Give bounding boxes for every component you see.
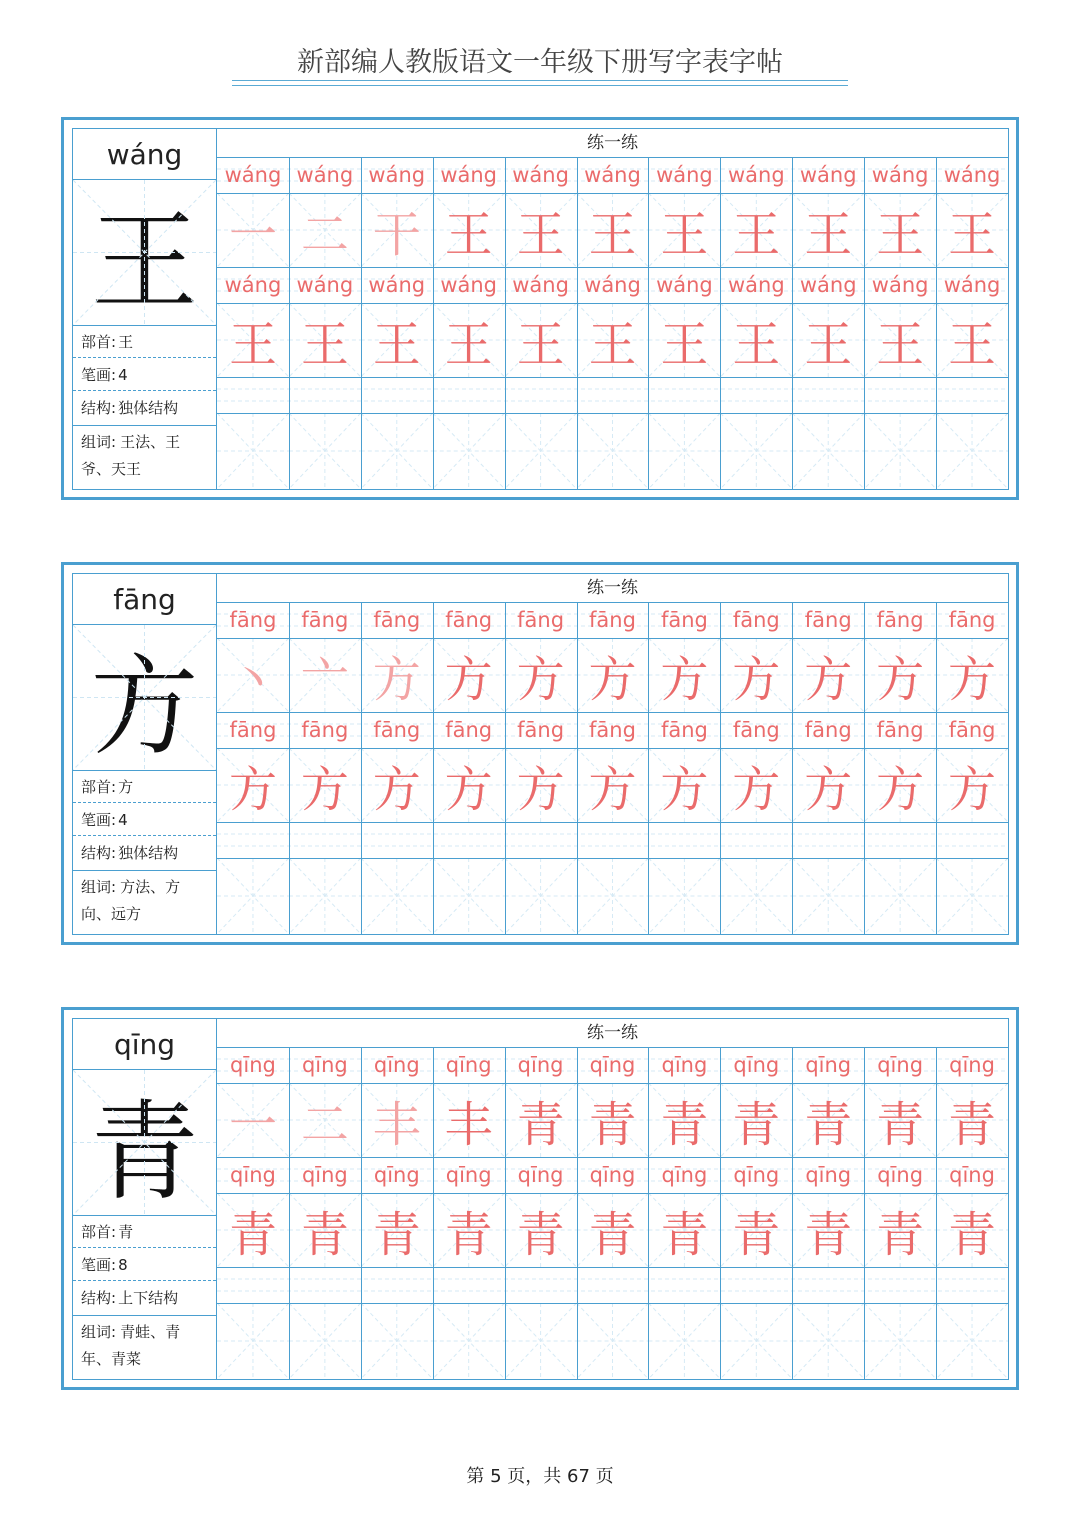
- stroke-order-cell[interactable]: 青: [588, 1096, 637, 1153]
- pinyin-cell: fāng: [804, 718, 852, 742]
- pinyin-cell: wáng: [656, 273, 713, 297]
- blank-writing-cell[interactable]: [720, 1303, 792, 1379]
- trace-cell[interactable]: 方: [588, 761, 637, 818]
- trace-cell[interactable]: 青: [444, 1206, 493, 1263]
- pinyin-cell: fāng: [301, 718, 349, 742]
- radical-row-label: 部首:: [81, 778, 117, 796]
- page-footer: 第 5 页，共 67 页: [466, 1466, 614, 1487]
- stroke-order-cell[interactable]: 亠: [300, 651, 349, 708]
- trace-cell[interactable]: 王: [228, 316, 277, 373]
- model-character: 青: [73, 1070, 216, 1216]
- blank-pinyin-cell[interactable]: [505, 822, 577, 858]
- blank-writing-cell[interactable]: [936, 1303, 1008, 1379]
- structure-row-label: 结构:: [81, 1289, 117, 1307]
- pinyin-cell: wáng: [943, 163, 1001, 187]
- pinyin-cell: qīng: [661, 1163, 708, 1187]
- trace-cell[interactable]: 青: [516, 1206, 565, 1263]
- pinyin-cell: wáng: [656, 163, 713, 187]
- stroke-count-row: [73, 359, 216, 391]
- pinyin-cell: fāng: [876, 718, 924, 742]
- structure-row-label: 结构:: [81, 844, 117, 862]
- structure-row: [73, 1282, 216, 1314]
- block-inner: [72, 573, 1009, 935]
- blank-writing-cell[interactable]: [648, 413, 720, 489]
- blank-writing-cell[interactable]: [433, 858, 505, 934]
- radical-row: [73, 326, 216, 358]
- blank-writing-cell[interactable]: [864, 413, 936, 489]
- blank-pinyin-cell[interactable]: [217, 377, 289, 413]
- pinyin-cell: wáng: [224, 273, 282, 297]
- model-guide-lines: [73, 180, 216, 325]
- pinyin-cell: qīng: [589, 1053, 636, 1077]
- stroke-order-cell[interactable]: 丰: [444, 1096, 493, 1153]
- stroke-order-cell[interactable]: 方: [372, 651, 421, 708]
- stroke-order-cell[interactable]: 方: [948, 651, 997, 708]
- trace-cell[interactable]: 王: [804, 316, 853, 373]
- pinyin-cell: fāng: [373, 608, 421, 632]
- pinyin-cell: qīng: [373, 1163, 420, 1187]
- blank-writing-cell[interactable]: [361, 413, 433, 489]
- trace-cell[interactable]: 青: [228, 1206, 277, 1263]
- trace-cell[interactable]: 方: [660, 761, 709, 818]
- pinyin-cell: qīng: [949, 1163, 995, 1187]
- model-character: 王: [73, 180, 216, 326]
- stroke-order-cell[interactable]: 二: [300, 206, 349, 263]
- stroke-order-cell[interactable]: 丰: [372, 1096, 421, 1153]
- character-info-panel: [73, 129, 217, 489]
- blank-pinyin-cell[interactable]: [433, 822, 505, 858]
- pinyin-cell: fāng: [589, 608, 636, 632]
- stroke-order-cell[interactable]: 二: [300, 1096, 349, 1153]
- stroke-order-cell[interactable]: 青: [804, 1096, 853, 1153]
- pinyin-cell: qīng: [301, 1163, 348, 1187]
- trace-cell[interactable]: 青: [660, 1206, 709, 1263]
- words-row: [73, 874, 216, 928]
- stroke-order-cell[interactable]: 王: [804, 206, 853, 263]
- blank-writing-cell[interactable]: [505, 1303, 577, 1379]
- blank-pinyin-cell[interactable]: [505, 1267, 577, 1303]
- structure-divider: [73, 870, 216, 871]
- blank-pinyin-cell[interactable]: [864, 1267, 936, 1303]
- pinyin-cell: fāng: [589, 718, 636, 742]
- stroke-order-cell[interactable]: 方: [732, 651, 781, 708]
- words-line-2: 年、青菜: [81, 1350, 142, 1368]
- pinyin-cell: qīng: [733, 1053, 780, 1077]
- stroke-order-cell[interactable]: 方: [660, 651, 709, 708]
- trace-cell[interactable]: 青: [804, 1206, 853, 1263]
- pinyin-cell: wáng: [727, 163, 785, 187]
- pinyin-cell: wáng: [943, 273, 1001, 297]
- blank-pinyin-cell[interactable]: [289, 1267, 361, 1303]
- pinyin-cell: qīng: [661, 1053, 708, 1077]
- blank-pinyin-cell[interactable]: [936, 377, 1008, 413]
- model-character: 方: [73, 625, 216, 771]
- stroke-count-row-value: 4: [118, 811, 128, 829]
- stroke-order-cell[interactable]: 方: [444, 651, 493, 708]
- words-row: [73, 1319, 216, 1373]
- blank-writing-cell[interactable]: [505, 413, 577, 489]
- pinyin-cell: wáng: [584, 163, 641, 187]
- stroke-count-row-label: 笔画:: [81, 1256, 117, 1274]
- words-label: 组词:: [81, 433, 117, 451]
- trace-cell[interactable]: 王: [948, 316, 997, 373]
- blank-writing-cell[interactable]: [505, 858, 577, 934]
- stroke-order-cell[interactable]: 青: [660, 1096, 709, 1153]
- pinyin-cell: qīng: [230, 1053, 276, 1077]
- trace-cell[interactable]: 方: [948, 761, 997, 818]
- blank-pinyin-cell[interactable]: [792, 822, 864, 858]
- stroke-order-cell[interactable]: 丶: [228, 651, 277, 708]
- pinyin-cell: fāng: [445, 608, 493, 632]
- blank-writing-cell[interactable]: [433, 1303, 505, 1379]
- title-underline: [232, 80, 848, 86]
- blank-writing-cell[interactable]: [361, 858, 433, 934]
- trace-cell[interactable]: 青: [588, 1206, 637, 1263]
- blank-writing-cell[interactable]: [217, 1303, 289, 1379]
- stroke-order-cell[interactable]: 王: [732, 206, 781, 263]
- practice-header: 练一练: [217, 129, 1008, 158]
- character-block: [61, 562, 1019, 945]
- practice-grid: [217, 129, 1008, 489]
- blank-writing-cell[interactable]: [577, 1303, 649, 1379]
- stroke-order-cell[interactable]: 方: [516, 651, 565, 708]
- words-row: [73, 429, 216, 483]
- pinyin-cell: qīng: [949, 1053, 995, 1077]
- pinyin-cell: qīng: [445, 1053, 492, 1077]
- structure-divider: [73, 425, 216, 426]
- trace-cell[interactable]: 方: [300, 761, 349, 818]
- blank-writing-cell[interactable]: [217, 858, 289, 934]
- model-guide-lines: [73, 625, 216, 770]
- pinyin-cell: wáng: [871, 273, 929, 297]
- pinyin-cell: fāng: [660, 718, 708, 742]
- pinyin-cell: qīng: [445, 1163, 492, 1187]
- blank-pinyin-cell[interactable]: [217, 822, 289, 858]
- blank-writing-cell[interactable]: [864, 858, 936, 934]
- radical-row: [73, 1216, 216, 1248]
- stroke-order-cell[interactable]: 王: [516, 206, 565, 263]
- stroke-count-row-label: 笔画:: [81, 366, 117, 384]
- pinyin-cell: qīng: [517, 1053, 564, 1077]
- trace-cell[interactable]: 王: [876, 316, 925, 373]
- pinyin-cell: fāng: [517, 608, 565, 632]
- blank-writing-cell[interactable]: [792, 1303, 864, 1379]
- stroke-order-cell[interactable]: 王: [948, 206, 997, 263]
- trace-cell[interactable]: 方: [804, 761, 853, 818]
- blank-pinyin-cell[interactable]: [648, 1267, 720, 1303]
- blank-writing-cell[interactable]: [936, 858, 1008, 934]
- blank-pinyin-cell[interactable]: [648, 822, 720, 858]
- blank-pinyin-cell[interactable]: [289, 822, 361, 858]
- pinyin-cell: fāng: [804, 608, 852, 632]
- structure-row-value: 独体结构: [118, 844, 179, 862]
- stroke-count-row-value: 4: [118, 366, 128, 384]
- page-title: 新部编人教版语文一年级下册写字表字帖: [297, 47, 783, 78]
- trace-cell[interactable]: 王: [588, 316, 637, 373]
- trace-cell[interactable]: 青: [876, 1206, 925, 1263]
- blank-writing-cell[interactable]: [289, 858, 361, 934]
- pinyin-cell: wáng: [368, 273, 426, 297]
- words-line-2: 向、远方: [81, 905, 142, 923]
- blank-pinyin-cell[interactable]: [720, 822, 792, 858]
- trace-cell[interactable]: 方: [228, 761, 277, 818]
- blank-writing-cell[interactable]: [648, 1303, 720, 1379]
- stroke-order-cell[interactable]: 一: [228, 206, 277, 263]
- structure-row-value: 独体结构: [118, 399, 179, 417]
- pinyin-cell: qīng: [589, 1163, 636, 1187]
- pinyin-cell: qīng: [733, 1163, 780, 1187]
- pinyin-cell: fāng: [660, 608, 708, 632]
- structure-row-label: 结构:: [81, 399, 117, 417]
- blank-writing-cell[interactable]: [577, 858, 649, 934]
- trace-cell[interactable]: 王: [444, 316, 493, 373]
- character-pinyin: fāng: [73, 574, 216, 625]
- trace-cell[interactable]: 方: [444, 761, 493, 818]
- character-info-panel: [73, 574, 217, 934]
- pinyin-cell: wáng: [296, 163, 354, 187]
- pinyin-cell: fāng: [732, 718, 780, 742]
- pinyin-cell: fāng: [732, 608, 780, 632]
- blank-pinyin-cell[interactable]: [720, 1267, 792, 1303]
- character-pinyin: qīng: [73, 1019, 216, 1070]
- pinyin-cell: qīng: [373, 1053, 420, 1077]
- block-inner: [72, 128, 1009, 490]
- practice-header: 练一练: [217, 1019, 1008, 1048]
- stroke-count-row-label: 笔画:: [81, 811, 117, 829]
- character-pinyin: wáng: [73, 129, 216, 180]
- trace-cell[interactable]: 王: [516, 316, 565, 373]
- pinyin-cell: wáng: [368, 163, 426, 187]
- stroke-order-cell[interactable]: 干: [372, 206, 421, 263]
- blank-writing-cell[interactable]: [792, 858, 864, 934]
- pinyin-cell: wáng: [440, 273, 498, 297]
- trace-cell[interactable]: 方: [516, 761, 565, 818]
- pinyin-cell: wáng: [512, 163, 569, 187]
- blank-pinyin-cell[interactable]: [936, 1267, 1008, 1303]
- pinyin-cell: qīng: [877, 1163, 924, 1187]
- stroke-order-cell[interactable]: 青: [876, 1096, 925, 1153]
- pinyin-cell: qīng: [517, 1163, 564, 1187]
- pinyin-cell: wáng: [727, 273, 785, 297]
- practice-grid: [217, 1019, 1008, 1379]
- practice-header: 练一练: [217, 574, 1008, 603]
- stroke-order-cell[interactable]: 方: [588, 651, 637, 708]
- words-label: 组词:: [81, 878, 117, 896]
- radical-row: [73, 771, 216, 803]
- pinyin-cell: wáng: [799, 273, 857, 297]
- blank-pinyin-cell[interactable]: [217, 1267, 289, 1303]
- blank-pinyin-cell[interactable]: [792, 1267, 864, 1303]
- radical-row-value: 青: [118, 1223, 134, 1241]
- character-block: [61, 117, 1019, 500]
- words-label: 组词:: [81, 1323, 117, 1341]
- trace-cell[interactable]: 方: [876, 761, 925, 818]
- trace-cell[interactable]: 王: [300, 316, 349, 373]
- blank-pinyin-cell[interactable]: [577, 1267, 649, 1303]
- pinyin-cell: fāng: [876, 608, 924, 632]
- character-block: [61, 1007, 1019, 1390]
- pinyin-cell: fāng: [517, 718, 565, 742]
- words-line-1: 方法、方: [120, 878, 181, 896]
- pinyin-cell: fāng: [445, 718, 493, 742]
- pinyin-cell: qīng: [877, 1053, 924, 1077]
- stroke-order-cell[interactable]: 方: [804, 651, 853, 708]
- words-line-1: 青蛙、青: [120, 1323, 181, 1341]
- stroke-order-cell[interactable]: 王: [444, 206, 493, 263]
- blank-writing-cell[interactable]: [361, 1303, 433, 1379]
- pinyin-cell: wáng: [799, 163, 857, 187]
- blank-writing-cell[interactable]: [217, 413, 289, 489]
- blank-pinyin-cell[interactable]: [361, 377, 433, 413]
- structure-row: [73, 837, 216, 869]
- trace-cell[interactable]: 王: [732, 316, 781, 373]
- stroke-order-cell[interactable]: 青: [732, 1096, 781, 1153]
- radical-row-value: 王: [118, 333, 134, 351]
- trace-cell[interactable]: 王: [660, 316, 709, 373]
- pinyin-cell: fāng: [229, 608, 277, 632]
- blank-writing-cell[interactable]: [648, 858, 720, 934]
- structure-divider: [73, 1315, 216, 1316]
- stroke-order-cell[interactable]: 一: [228, 1096, 277, 1153]
- blank-pinyin-cell[interactable]: [577, 822, 649, 858]
- structure-row: [73, 392, 216, 424]
- trace-cell[interactable]: 方: [732, 761, 781, 818]
- blank-pinyin-cell[interactable]: [577, 377, 649, 413]
- stroke-count-row: [73, 1249, 216, 1281]
- stroke-count-row: [73, 804, 216, 836]
- blank-pinyin-cell[interactable]: [289, 377, 361, 413]
- radical-row-label: 部首:: [81, 1223, 117, 1241]
- pinyin-cell: wáng: [224, 163, 282, 187]
- blank-writing-cell[interactable]: [433, 413, 505, 489]
- blank-pinyin-cell[interactable]: [936, 822, 1008, 858]
- blank-pinyin-cell[interactable]: [361, 822, 433, 858]
- blank-writing-cell[interactable]: [289, 413, 361, 489]
- pinyin-cell: fāng: [373, 718, 421, 742]
- blank-writing-cell[interactable]: [720, 413, 792, 489]
- stroke-count-row-value: 8: [118, 1256, 128, 1274]
- trace-cell[interactable]: 青: [732, 1206, 781, 1263]
- trace-cell[interactable]: 青: [300, 1206, 349, 1263]
- trace-cell[interactable]: 青: [948, 1206, 997, 1263]
- pinyin-cell: fāng: [301, 608, 349, 632]
- pinyin-cell: fāng: [948, 718, 996, 742]
- pinyin-cell: qīng: [805, 1163, 852, 1187]
- stroke-order-cell[interactable]: 王: [660, 206, 709, 263]
- blank-pinyin-cell[interactable]: [433, 1267, 505, 1303]
- blank-pinyin-cell[interactable]: [864, 822, 936, 858]
- character-info-panel: [73, 1019, 217, 1379]
- practice-grid: [217, 574, 1008, 934]
- pinyin-cell: fāng: [229, 718, 277, 742]
- stroke-order-cell[interactable]: 王: [876, 206, 925, 263]
- stroke-order-cell[interactable]: 青: [516, 1096, 565, 1153]
- structure-row-value: 上下结构: [118, 1289, 179, 1307]
- pinyin-cell: wáng: [871, 163, 929, 187]
- pinyin-cell: wáng: [584, 273, 641, 297]
- stroke-order-cell[interactable]: 王: [588, 206, 637, 263]
- blank-pinyin-cell[interactable]: [720, 377, 792, 413]
- model-guide-lines: [73, 1070, 216, 1215]
- trace-cell[interactable]: 方: [372, 761, 421, 818]
- blank-writing-cell[interactable]: [792, 413, 864, 489]
- words-line-2: 爷、天王: [81, 460, 142, 478]
- blank-writing-cell[interactable]: [864, 1303, 936, 1379]
- blank-writing-cell[interactable]: [720, 858, 792, 934]
- pinyin-cell: qīng: [805, 1053, 852, 1077]
- pinyin-cell: qīng: [301, 1053, 348, 1077]
- pinyin-cell: qīng: [230, 1163, 276, 1187]
- blank-pinyin-cell[interactable]: [505, 377, 577, 413]
- stroke-order-cell[interactable]: 方: [876, 651, 925, 708]
- block-inner: [72, 1018, 1009, 1380]
- radical-row-value: 方: [118, 778, 134, 796]
- trace-cell[interactable]: 王: [372, 316, 421, 373]
- stroke-order-cell[interactable]: 青: [948, 1096, 997, 1153]
- pinyin-cell: wáng: [440, 163, 498, 187]
- blank-pinyin-cell[interactable]: [433, 377, 505, 413]
- radical-row-label: 部首:: [81, 333, 117, 351]
- blank-pinyin-cell[interactable]: [648, 377, 720, 413]
- blank-writing-cell[interactable]: [577, 413, 649, 489]
- trace-cell[interactable]: 青: [372, 1206, 421, 1263]
- words-line-1: 王法、王: [120, 433, 181, 451]
- pinyin-cell: wáng: [512, 273, 569, 297]
- pinyin-cell: fāng: [948, 608, 996, 632]
- blank-pinyin-cell[interactable]: [792, 377, 864, 413]
- blank-pinyin-cell[interactable]: [864, 377, 936, 413]
- blank-writing-cell[interactable]: [936, 413, 1008, 489]
- blank-pinyin-cell[interactable]: [361, 1267, 433, 1303]
- blank-writing-cell[interactable]: [289, 1303, 361, 1379]
- pinyin-cell: wáng: [296, 273, 354, 297]
